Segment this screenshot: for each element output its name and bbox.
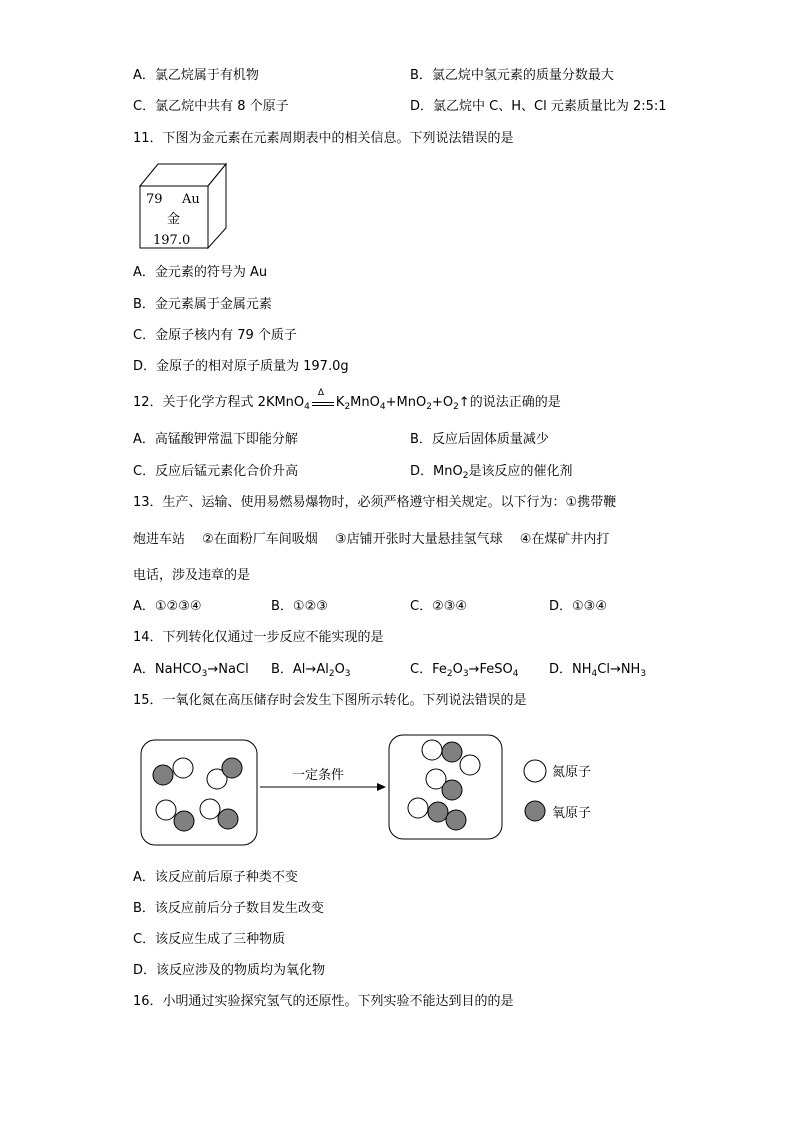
- q11-option-a: A．金元素的符号为 Au: [133, 265, 268, 280]
- legend-nitrogen-label: 氮原子: [552, 765, 592, 780]
- card-symbol: Au: [182, 192, 200, 207]
- q10-option-b: B．氯乙烷中氢元素的质量分数最大: [410, 68, 614, 83]
- q14-option-a: A．NaHCO$_3$→NaCl: [133, 662, 249, 679]
- gold-element-card: [138, 160, 230, 252]
- nitrogen-atom-legend-icon: [524, 760, 546, 782]
- q10-option-d: D．氯乙烷中 C、H、Cl 元素质量比为 2:5:1: [410, 99, 667, 114]
- q13-stem-line2: 炮进车站 ②在面粉厂车间吸烟 ③店铺开张时大量悬挂氢气球 ④在煤矿井内打: [133, 532, 610, 547]
- q13-option-c: C．②③④: [410, 599, 468, 614]
- legend-oxygen-label: 氧原子: [552, 806, 592, 821]
- q15-stem: 15．一氧化氮在高压储存时会发生下图所示转化。下列说法错误的是: [133, 693, 527, 708]
- q14-option-b: B．$Al\to Al_2O_3$: [271, 662, 351, 679]
- q12-option-c: C．反应后锰元素化合价升高: [133, 464, 299, 479]
- q14-stem: 14．下列转化仅通过一步反应不能实现的是: [133, 630, 384, 645]
- q10-option-c: C．氯乙烷中共有 8 个原子: [133, 99, 289, 114]
- card-atomic-number: 79: [146, 192, 163, 207]
- q11-option-c: C．金原子核内有 79 个质子: [133, 328, 297, 343]
- q15-option-b: B．该反应前后分子数目发生改变: [133, 901, 324, 916]
- q12-stem: 12．关于化学方程式 2KMnO$_4$ Δ $K_2MnO_4+MnO_2+O_2↑$的说法正确的是: [133, 388, 561, 412]
- heat-condition-sign: Δ: [310, 394, 336, 412]
- q11-stem: 11．下图为金元素在元素周期表中的相关信息。下列说法错误的是: [133, 131, 514, 146]
- q11-option-d: D．金原子的相对原子质量为 197.0g: [133, 359, 349, 374]
- arrow-condition-label: 一定条件: [292, 768, 345, 783]
- q13-stem-line3: 电话，涉及违章的是: [133, 568, 251, 583]
- q15-option-c: C．该反应生成了三种物质: [133, 932, 286, 947]
- q13-option-a: A．①②③④: [133, 599, 202, 614]
- q16-stem: 16．小明通过实验探究氢气的还原性。下列实验不能达到目的的是: [133, 994, 514, 1009]
- q14-option-d: D．$NH_4Cl\to NH_3$: [549, 662, 647, 679]
- q10-option-a: A．氯乙烷属于有机物: [133, 68, 259, 83]
- q11-option-b: B．金元素属于金属元素: [133, 297, 272, 312]
- card-mass: 197.0: [153, 233, 191, 248]
- q13-option-d: D．①③④: [549, 599, 607, 614]
- reactant-box: [141, 740, 257, 845]
- card-name: 金: [167, 212, 181, 227]
- oxygen-atom-legend-icon: [525, 801, 545, 821]
- q12-option-b: B．反应后固体质量减少: [410, 432, 549, 447]
- reaction-diagram: [130, 728, 610, 848]
- q12-option-d: D．MnO$_2$是该反应的催化剂: [410, 464, 573, 481]
- q14-option-c: C．$Fe_2O_3\to FeSO_4$: [410, 662, 519, 679]
- q15-option-a: A．该反应前后原子种类不变: [133, 870, 298, 885]
- q13-option-b: B．①②③: [271, 599, 328, 614]
- q13-stem-line1: 13．生产、运输、使用易燃易爆物时，必须严格遵守相关规定。以下行为：①携带鞭: [133, 495, 617, 510]
- q15-option-d: D．该反应涉及的物质均为氧化物: [133, 963, 326, 978]
- q12-option-a: A．高锰酸钾常温下即能分解: [133, 432, 298, 447]
